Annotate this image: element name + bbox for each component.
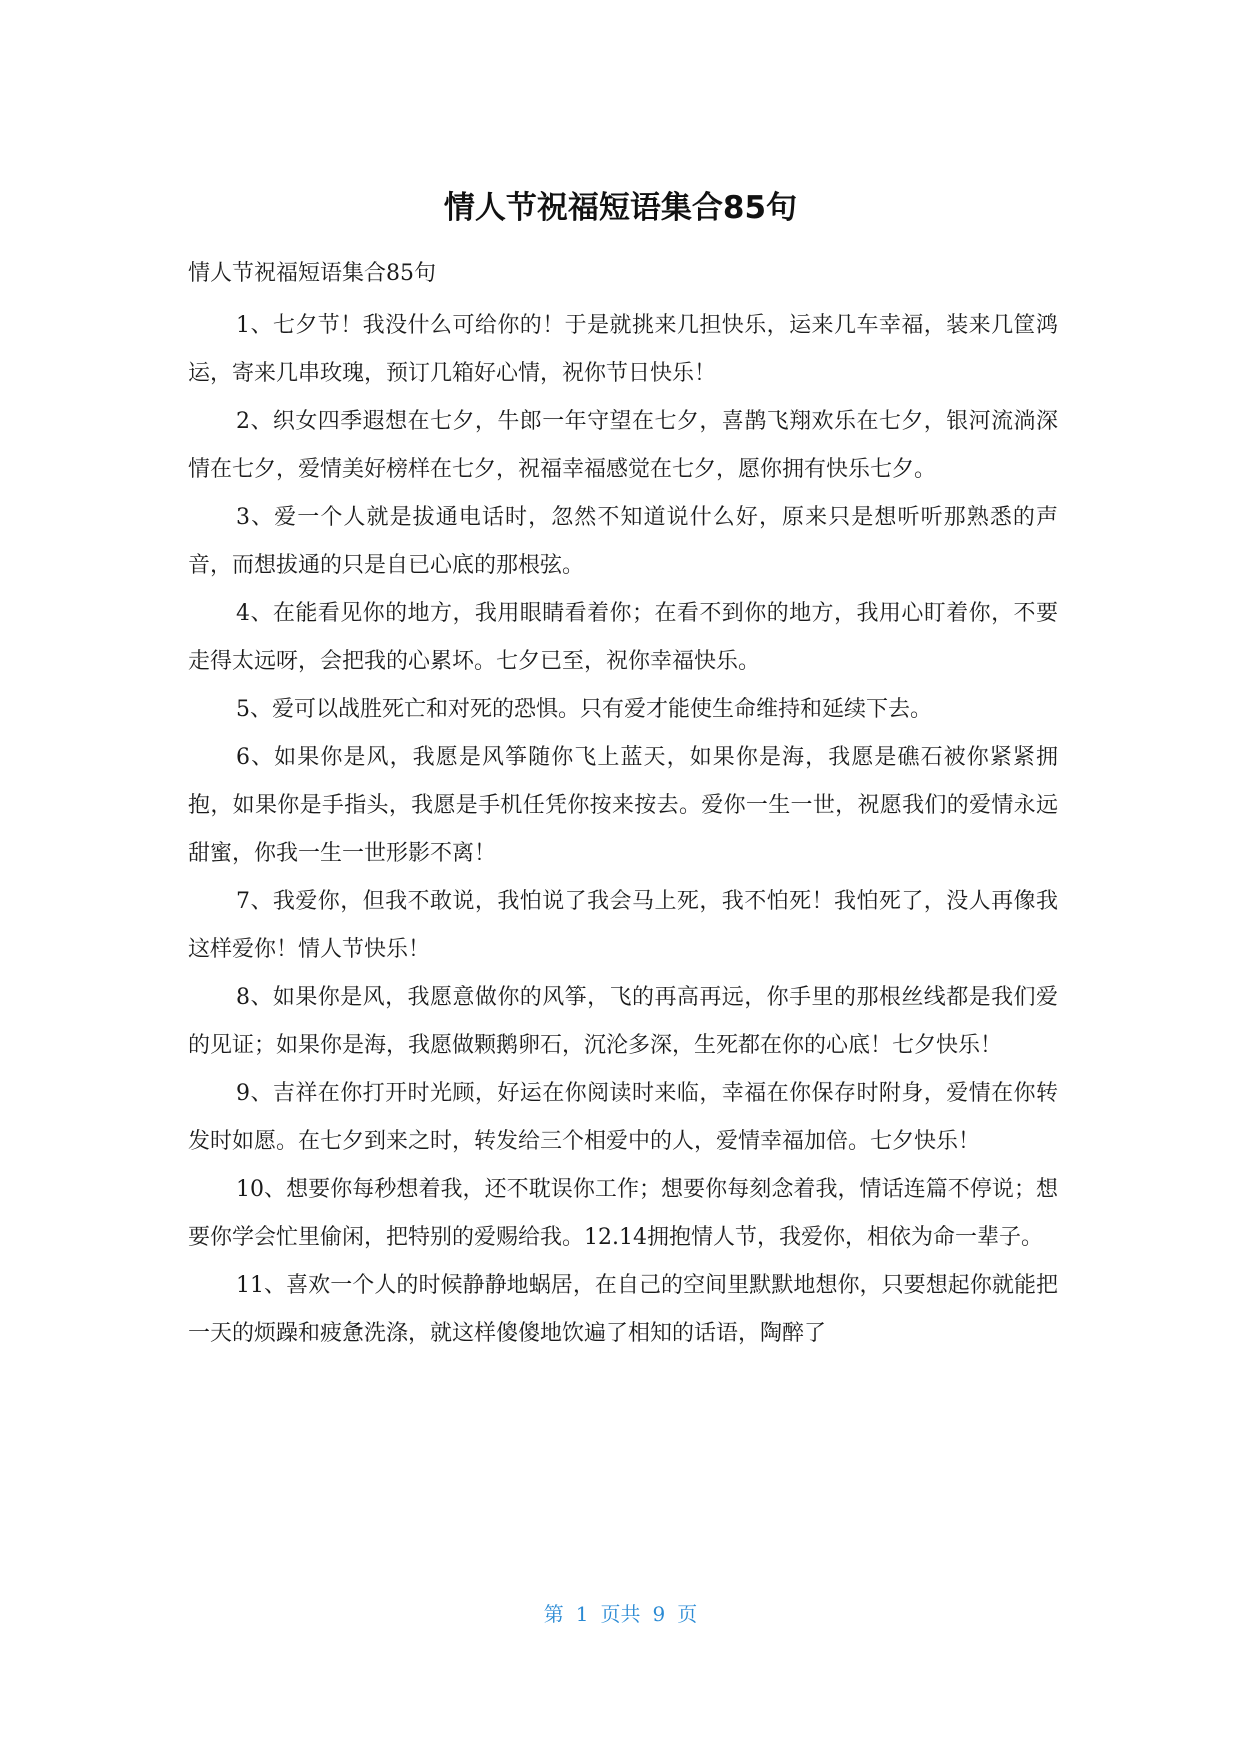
paragraph-6: 6、如果你是风，我愿是风筝随你飞上蓝天，如果你是海，我愿是礁石被你紧紧拥抱，如果你是手指头，我愿是手机任凭你按来按去。爱你一生一世，祝愿我们的爱情永远甜蜜，你我一生一世形影不离！ [188, 745, 1058, 866]
page-title: 情人节祝福短语集合85句 [443, 190, 798, 226]
footer-total-pages: 9 [652, 1602, 666, 1626]
paragraph-5: 5、爱可以战胜死亡和对死的恐惧。只有爱才能使生命维持和延续下去。 [236, 697, 932, 722]
page-footer [0, 1600, 1241, 1628]
paragraph-9: 9、吉祥在你打开时光顾，好运在你阅读时来临，幸福在你保存时附身，爱情在你转发时如愿。在七夕到来之时，转发给三个相爱中的人，爱情幸福加倍。七夕快乐！ [188, 1081, 1058, 1154]
footer-mid: 页共 [600, 1602, 641, 1626]
footer-suffix: 页 [677, 1602, 698, 1626]
paragraph-11: 11、喜欢一个人的时候静静地蜗居，在自己的空间里默默地想你，只要想起你就能把一天的烦躁和疲惫洗涤，就这样傻傻地饮遍了相知的话语，陶醉了 [188, 1273, 1058, 1346]
footer-page-number: 1 [575, 1602, 589, 1626]
paragraph-4: 4、在能看见你的地方，我用眼睛看着你；在看不到你的地方，我用心盯着你，不要走得太远呀，会把我的心累坏。七夕已至，祝你幸福快乐。 [188, 601, 1058, 674]
paragraph-2: 2、织女四季遐想在七夕，牛郎一年守望在七夕，喜鹊飞翔欢乐在七夕，银河流淌深情在七夕，爱情美好榜样在七夕，祝福幸福感觉在七夕，愿你拥有快乐七夕。 [188, 409, 1058, 482]
paragraph-1: 1、七夕节！我没什么可给你的！于是就挑来几担快乐，运来几车幸福，装来几筐鸿运，寄来几串玫瑰，预订几箱好心情，祝你节日快乐！ [188, 313, 1058, 386]
paragraph-8: 8、如果你是风，我愿意做你的风筝，飞的再高再远，你手里的那根丝线都是我们爱的见证；如果你是海，我愿做颗鹅卵石，沉沦多深，生死都在你的心底！七夕快乐！ [188, 985, 1058, 1058]
document-body [188, 254, 1058, 1358]
document-subtitle: 情人节祝福短语集合85句 [188, 261, 436, 286]
paragraph-3: 3、爱一个人就是拔通电话时，忽然不知道说什么好，原来只是想听听那熟悉的声音，而想拔通的只是自已心底的那根弦。 [188, 505, 1058, 578]
paragraph-10: 10、想要你每秒想着我，还不耽误你工作；想要你每刻念着我，情话连篇不停说；想要你学会忙里偷闲，把特别的爱赐给我。12.14拥抱情人节，我爱你，相依为命一辈子。 [188, 1177, 1058, 1250]
footer-prefix: 第 [543, 1602, 564, 1626]
paragraph-7: 7、我爱你，但我不敢说，我怕说了我会马上死，我不怕死！我怕死了，没人再像我这样爱你！情人节快乐！ [188, 889, 1058, 962]
